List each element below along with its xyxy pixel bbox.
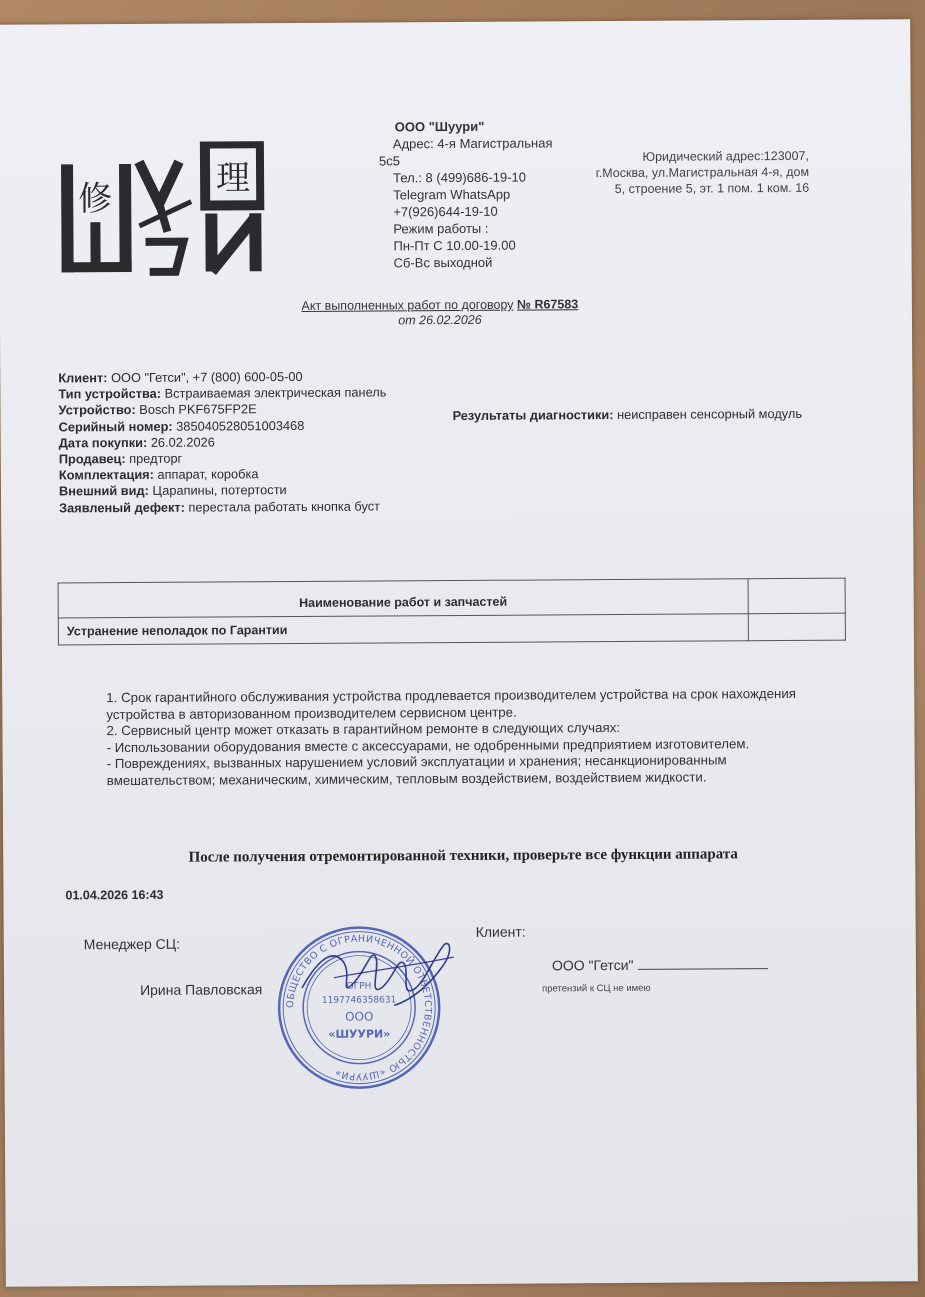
table-header-name: Наименование работ и запчастей — [58, 579, 748, 618]
no-claims-note: претензий к СЦ не имею — [542, 982, 651, 995]
detail-value: аппарат, коробка — [157, 466, 259, 483]
company-messengers: Telegram WhatsApp — [393, 186, 511, 203]
device-details — [58, 368, 387, 516]
company-hours-weekend: Сб-Вс выходной — [393, 254, 493, 271]
manager-name: Ирина Павловская — [140, 981, 263, 998]
company-address-line2: 5с5 — [378, 153, 401, 169]
detail-value: Встраиваемая электрическая панель — [164, 384, 387, 401]
detail-value: 385040528051003468 — [176, 417, 305, 434]
detail-value: Царапины, потертости — [152, 482, 287, 499]
act-number: № R67583 — [516, 297, 579, 312]
detail-row — [58, 385, 386, 403]
check-notice: После получения отремонтированной техники, проверьте все функции аппарата — [188, 846, 738, 866]
detail-value: 26.02.2026 — [150, 434, 215, 450]
act-title-text: Акт выполненных работ по договору — [301, 297, 514, 313]
detail-label: Клиент: — [58, 370, 108, 386]
company-address-line1: Адрес: 4-я Магистральная — [392, 135, 553, 152]
company-mobile: +7(926)644-19-10 — [393, 203, 498, 220]
term-item: - Повреждениях, вызванных нарушением условий эксплуатации и хранения; несанкционированным вмешательством; механическим, химическим, тепловым воздействием, воздействием жидкости. — [106, 752, 727, 788]
manager-label: Менеджер СЦ: — [83, 935, 180, 953]
warranty-terms — [106, 686, 807, 789]
detail-row — [58, 368, 386, 386]
detail-label: Серийный номер: — [58, 418, 173, 435]
detail-row — [59, 498, 387, 516]
stamp-ogrn-label: ОГРН — [346, 981, 372, 992]
detail-label: Дата покупки: — [58, 434, 148, 451]
table-header-row — [58, 578, 845, 618]
term-item: - Использовании оборудования вместе с аксессуарами, не одобренными предприятием изготовителем. — [106, 735, 750, 755]
stamp-org-form: ООО — [345, 1009, 374, 1024]
svg-text:理: 理 — [215, 158, 251, 199]
diagnostics-value: неисправен сенсорный модуль — [617, 405, 803, 423]
document-page — [0, 19, 918, 1287]
act-title — [230, 297, 650, 330]
table-cell-name: Устранение неполадок по Гарантии — [58, 614, 748, 645]
company-hours-weekdays: Пн-Пт С 10.00-19.00 — [393, 237, 516, 254]
detail-value: перестала работать кнопка буст — [188, 498, 381, 515]
company-logo — [59, 141, 265, 282]
company-phone: Тел.: 8 (499)686-19-10 — [393, 169, 527, 186]
term-item: 2. Сервисный центр может отказать в гарантийном ремонте в следующих случаях: — [106, 720, 621, 739]
company-hours-label: Режим работы : — [393, 220, 489, 237]
client-label: Клиент: — [475, 923, 526, 940]
detail-row — [58, 401, 386, 419]
client-signature-line — [552, 956, 768, 973]
detail-row — [59, 449, 387, 467]
detail-row — [59, 482, 387, 500]
act-date: от 26.02.2026 — [398, 312, 482, 328]
legal-address-line3: 5, строение 5, эт. 1 пом. 1 ком. 16 — [614, 180, 810, 197]
detail-row — [59, 433, 387, 451]
detail-label: Устройство: — [58, 402, 136, 418]
legal-address — [587, 148, 809, 197]
detail-value: ООО "Гетси", +7 (800) 600-05-00 — [111, 368, 303, 386]
signature-line — [637, 968, 767, 970]
table-header-extra — [748, 578, 845, 614]
detail-label: Заявленый дефект: — [59, 499, 185, 516]
stamp-org-name: «ШУУРИ» — [328, 1027, 391, 1041]
stamp-ring-text: ОБЩЕСТВО С ОГРАНИЧЕННОЙ ОТВЕТСТВЕННОСТЬЮ «ШУУРИ» — [285, 933, 434, 1082]
detail-row — [59, 466, 387, 484]
company-name: ООО "Шуури" — [394, 118, 485, 135]
works-table — [58, 578, 846, 646]
legal-address-line1: Юридический адрес:123007, — [642, 148, 810, 164]
document-datetime: 01.04.2026 16:43 — [65, 887, 164, 903]
legal-address-line2: г.Москва, ул.Магистральная 4-я, дом — [595, 164, 810, 181]
detail-label: Внешний вид: — [58, 483, 149, 499]
detail-value: предторг — [129, 450, 183, 467]
detail-label: Тип устройства: — [58, 386, 162, 402]
diagnostics-label: Результаты диагностики: — [452, 407, 614, 424]
term-item: 1. Срок гарантийного обслуживания устройства продлевается производителем устройства на срок нахождения устройства в авторизованном производителем сервисном центре. — [106, 685, 797, 722]
detail-value: Bosch PKF675FP2E — [139, 401, 257, 418]
detail-row — [59, 417, 387, 435]
table-row — [58, 613, 845, 645]
company-info — [378, 117, 554, 271]
stamp-ogrn: 1197746358631 — [321, 995, 397, 1006]
detail-label: Продавец: — [58, 451, 126, 467]
diagnostics — [453, 406, 803, 423]
client-name: ООО "Гетси" — [551, 956, 634, 974]
detail-label: Комплектация: — [58, 467, 154, 483]
table-cell-value — [748, 613, 845, 641]
svg-text:修: 修 — [78, 179, 113, 220]
manager-signature — [294, 927, 460, 1018]
